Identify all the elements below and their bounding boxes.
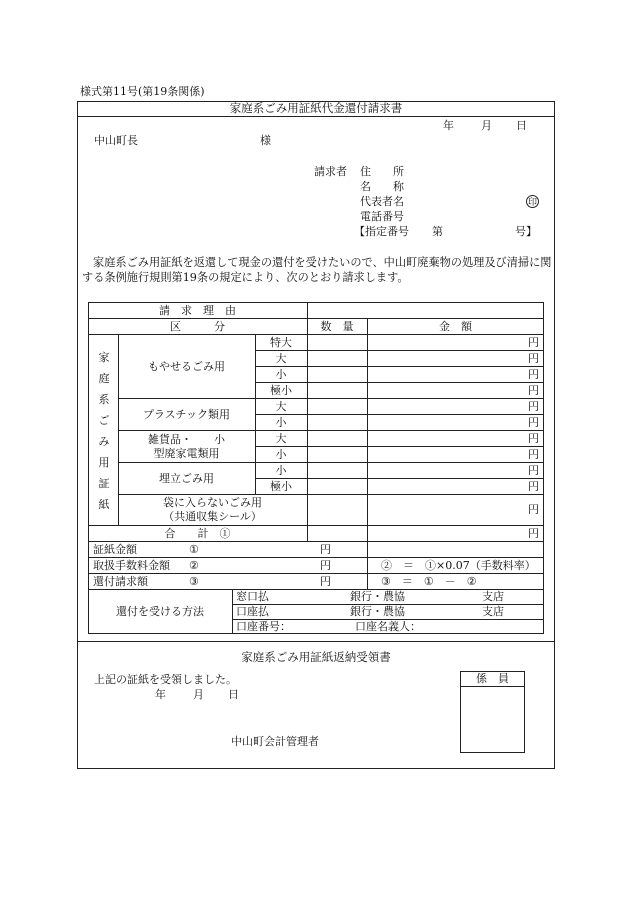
stamp-amount-unit[interactable]: 円 xyxy=(320,542,331,556)
requester-name-label[interactable]: 名 称 xyxy=(360,180,404,193)
size-cell: 大 xyxy=(275,399,287,413)
refund-amount-formula: ③ ＝ ① － ② xyxy=(381,574,477,588)
title-divider xyxy=(77,116,555,117)
date-month[interactable]: 月 xyxy=(481,119,492,132)
method-account[interactable]: 口座払 xyxy=(236,605,269,618)
category-header: 区 分 xyxy=(170,319,225,333)
method-window[interactable]: 窓口払 xyxy=(236,590,269,603)
size-cell: 大 xyxy=(275,431,287,445)
refund-amount-label: 還付請求額 xyxy=(93,574,148,588)
total-label: 合 計 ① xyxy=(164,526,231,540)
category-burnable: もやせるごみ用 xyxy=(148,359,225,373)
account-holder-field[interactable]: 口座名義人： xyxy=(355,620,421,633)
yen-unit: 円 xyxy=(528,479,539,493)
yen-unit: 円 xyxy=(528,463,539,477)
handling-fee-mark: ② xyxy=(189,558,199,572)
yen-unit: 円 xyxy=(528,383,539,397)
handling-fee-formula: ② ＝ ①×0.07（手数料率） xyxy=(381,558,536,572)
method-account-branch[interactable]: 支店 xyxy=(482,605,504,618)
amount-header: 金 額 xyxy=(439,319,472,333)
category-landfill: 埋立ごみ用 xyxy=(159,471,214,485)
total-unit: 円 xyxy=(528,526,539,540)
staff-label: 係 員 xyxy=(476,672,509,685)
designation-open: 【指定番号 xyxy=(354,225,409,238)
size-cell: 小 xyxy=(275,447,287,461)
designation-no[interactable]: 第 xyxy=(432,225,443,238)
method-window-bank[interactable]: 銀行・農協 xyxy=(350,590,405,603)
size-cell: 極小 xyxy=(270,383,292,397)
yen-unit: 円 xyxy=(528,447,539,461)
reason-header: 請 求 理 由 xyxy=(159,303,236,317)
receipt-year[interactable]: 年 xyxy=(155,688,166,701)
quantity-column-inputs[interactable] xyxy=(308,335,366,524)
size-cell: 小 xyxy=(275,367,287,381)
addressee-name: 中山町長 xyxy=(94,134,138,147)
form-number-label: 様式第11号(第19条関係) xyxy=(80,85,205,98)
household-label: 家 庭 系 ご み 用 証 紙 xyxy=(98,351,110,511)
stamp-amount-mark: ① xyxy=(189,542,199,556)
category-oversize-sticker: 袋に入らないごみ用 （共通収集シール） xyxy=(163,496,262,523)
yen-unit: 円 xyxy=(528,399,539,413)
requester-representative-label[interactable]: 代表者名 xyxy=(360,195,404,208)
account-number-field[interactable]: 口座番号： xyxy=(236,620,291,633)
yen-unit: 円 xyxy=(528,351,539,365)
accounting-officer: 中山町会計管理者 xyxy=(231,735,319,748)
requester-address-label[interactable]: 住 所 xyxy=(360,165,404,178)
date-year[interactable]: 年 xyxy=(443,119,454,132)
size-cell: 極小 xyxy=(270,479,292,493)
receipt-day[interactable]: 日 xyxy=(228,688,239,701)
refund-amount-mark: ③ xyxy=(189,574,199,588)
yen-unit: 円 xyxy=(528,431,539,445)
yen-unit: 円 xyxy=(528,335,539,349)
receipt-month[interactable]: 月 xyxy=(193,688,204,701)
size-cell: 特大 xyxy=(270,335,292,349)
receipt-statement: 上記の証紙を受領しました。 xyxy=(94,673,237,686)
yen-unit: 円 xyxy=(528,415,539,429)
category-misc-appliance: 雑貨品・ 小 型廃家電類用 xyxy=(148,432,225,460)
receipt-title: 家庭系ごみ用証紙返納受領書 xyxy=(241,650,391,665)
category-plastic: プラスチック類用 xyxy=(142,407,231,421)
stamp-amount-label: 証紙金額 xyxy=(93,542,137,556)
method-window-branch[interactable]: 支店 xyxy=(482,590,504,603)
requester-label: 請求者 xyxy=(314,165,347,178)
refund-amount-unit[interactable]: 円 xyxy=(320,574,331,588)
size-cell: 小 xyxy=(275,463,287,477)
designation-close: 号】 xyxy=(515,225,537,238)
seal-mark: 印 xyxy=(526,195,539,208)
request-statement: 家庭系ごみ用証紙を返還して現金の還付を受けたいので、中山町廃棄物の処理及び清掃に関する条例施行規則第19条の規定により、次のとおり請求します。 xyxy=(82,256,552,284)
addressee-honorific: 様 xyxy=(260,134,271,147)
handling-fee-label: 取扱手数料金額 xyxy=(93,558,170,572)
form-title: 家庭系ごみ用証紙代金還付請求書 xyxy=(229,101,403,116)
handling-fee-unit[interactable]: 円 xyxy=(320,558,331,572)
receipt-divider xyxy=(77,641,555,642)
size-cell: 大 xyxy=(275,351,287,365)
method-account-bank[interactable]: 銀行・農協 xyxy=(350,605,405,618)
requester-phone-label[interactable]: 電話番号 xyxy=(360,210,404,223)
date-day[interactable]: 日 xyxy=(516,119,527,132)
refund-method-label: 還付を受ける方法 xyxy=(116,605,204,618)
yen-unit: 円 xyxy=(528,367,539,381)
quantity-header: 数 量 xyxy=(320,319,354,333)
yen-unit: 円 xyxy=(528,503,539,516)
size-cell: 小 xyxy=(275,415,287,429)
